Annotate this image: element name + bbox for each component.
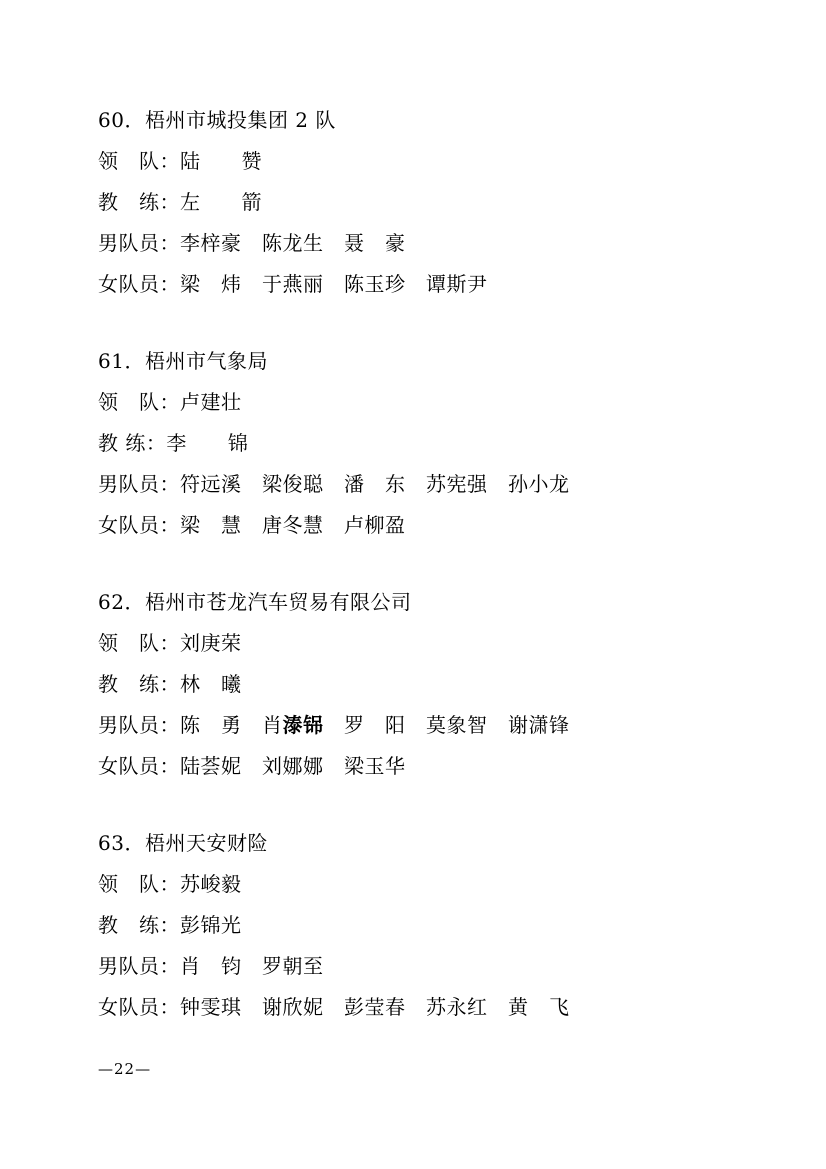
row-label: 男队员： [98, 472, 180, 496]
row-value: 林 曦 [180, 672, 242, 696]
team-row [98, 505, 738, 546]
team-title: 62．梧州市苍龙汽车贸易有限公司 [98, 590, 412, 614]
team-title: 63．梧州天安财险 [98, 831, 268, 855]
row-value: 符远溪 梁俊聪 潘 东 苏宪强 孙小龙 [180, 472, 570, 496]
row-value: 肖 钧 罗朝至 [180, 954, 324, 978]
row-value: 李梓豪 陈龙生 聂 豪 [180, 231, 406, 255]
row-value-cont: 罗 阳 莫象智 谢潇锋 [323, 713, 570, 737]
team-entry [98, 341, 738, 546]
row-value: 陈 勇 肖 [180, 713, 283, 737]
row-label: 男队员： [98, 713, 180, 737]
team-row [98, 223, 738, 264]
team-row [98, 182, 738, 223]
row-value: 苏峻毅 [180, 872, 242, 896]
row-value: 梁 慧 唐冬慧 卢柳盈 [180, 513, 406, 537]
team-title: 61．梧州市气象局 [98, 349, 268, 373]
team-row [98, 746, 738, 787]
row-label: 女队员： [98, 995, 180, 1019]
row-label: 男队员： [98, 954, 180, 978]
row-label: 女队员： [98, 754, 180, 778]
row-value: 钟雯琪 谢欣妮 彭莹春 苏永红 黄 飞 [180, 995, 570, 1019]
team-title: 60．梧州市城投集团 2 队 [98, 108, 336, 132]
row-value: 卢建壮 [180, 390, 242, 414]
team-entry [98, 582, 738, 787]
row-label: 男队员： [98, 231, 180, 255]
row-label: 领 队： [98, 872, 180, 896]
team-row [98, 664, 738, 705]
team-row [98, 141, 738, 182]
row-value: 陆 赞 [180, 149, 262, 173]
row-label: 女队员： [98, 513, 180, 537]
team-row [98, 946, 738, 987]
team-row [98, 987, 738, 1028]
row-label: 教 练： [98, 431, 167, 455]
team-row [98, 423, 738, 464]
team-row [98, 705, 738, 746]
team-row [98, 464, 738, 505]
row-value: 陆荟妮 刘娜娜 梁玉华 [180, 754, 406, 778]
row-value: 李 锦 [166, 431, 249, 455]
row-label: 教 练： [98, 672, 180, 696]
team-row [98, 905, 738, 946]
row-label: 教 练： [98, 913, 180, 937]
row-label: 领 队： [98, 390, 180, 414]
row-value: 刘庚荣 [180, 631, 242, 655]
row-value: 左 箭 [180, 190, 262, 214]
row-label: 教 练： [98, 190, 180, 214]
team-entry [98, 823, 738, 1028]
team-row [98, 382, 738, 423]
row-value-emphasis: 溙铞 [282, 713, 324, 737]
row-value: 彭锦光 [180, 913, 242, 937]
row-value: 梁 炜 于燕丽 陈玉珍 谭斯尹 [180, 272, 488, 296]
row-label: 女队员： [98, 272, 180, 296]
row-label: 领 队： [98, 631, 180, 655]
page-number: —22— [98, 1060, 152, 1078]
team-entry [98, 100, 738, 305]
team-row [98, 264, 738, 305]
team-row [98, 864, 738, 905]
document-body [98, 100, 738, 1028]
row-label: 领 队： [98, 149, 180, 173]
team-row [98, 623, 738, 664]
